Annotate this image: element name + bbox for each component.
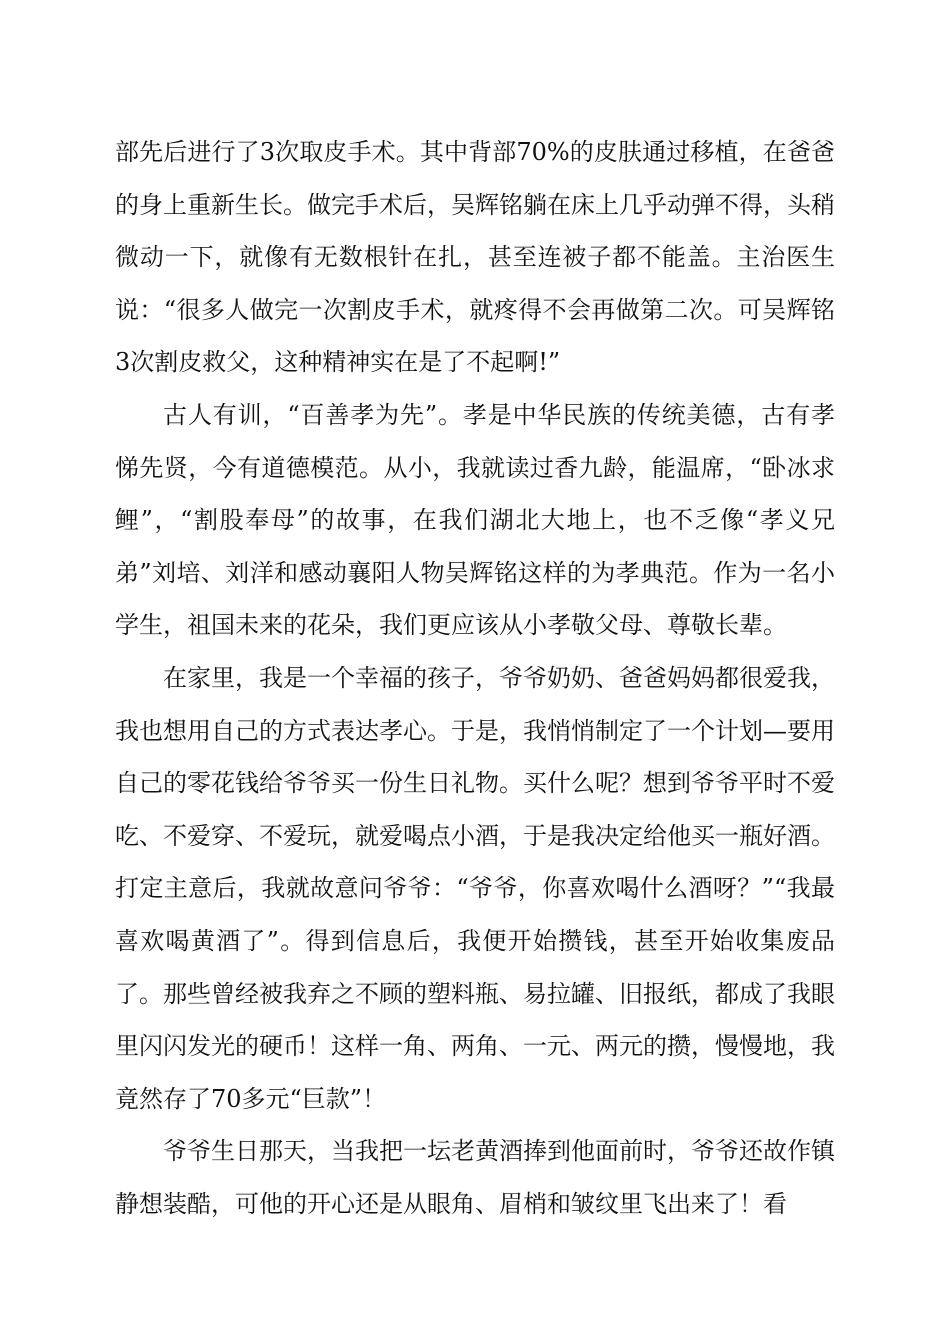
- paragraph-3: 在家里，我是一个幸福的孩子，爷爷奶奶、爸爸妈妈都很爱我，我也想用自己的方式表达孝心。于是，我悄悄制定了一个计划—要用自己的零花钱给爷爷买一份生日礼物。买什么呢？想到爷爷平时不爱吃、不爱穿、不爱玩，就爱喝点小酒，于是我决定给他买一瓶好酒。打定主意后，我就故意问爷爷：“爷爷，你喜欢喝什么酒呀？”“我最喜欢喝黄酒了”。得到信息后，我便开始攒钱，甚至开始收集废品了。那些曾经被我弃之不顾的塑料瓶、易拉罐、旧报纸，都成了我眼里闪闪发光的硬币！这样一角、两角、一元、两元的攒，慢慢地，我竟然存了70多元“巨款”！: [115, 663, 835, 1113]
- paragraph-4: 爷爷生日那天，当我把一坛老黄酒捧到他面前时，爷爷还故作镇静想装酷，可他的开心还是从眼角、眉梢和皱纹里飞出来了！看: [115, 1137, 835, 1218]
- document-body: [115, 126, 835, 1230]
- paragraph-1: 部先后进行了3次取皮手术。其中背部70%的皮肤通过移植，在爸爸的身上重新生长。做完手术后，吴辉铭躺在床上几乎动弹不得，头稍微动一下，就像有无数根针在扎，甚至连被子都不能盖。主治医生说：“很多人做完一次割皮手术，就疼得不会再做第二次。可吴辉铭3次割皮救父，这种精神实在是了不起啊!”: [115, 138, 835, 377]
- paragraph-2: 古人有训，“百善孝为先”。孝是中华民族的传统美德，古有孝悌先贤，今有道德模范。从小，我就读过香九龄，能温席，“卧冰求鲤”，“割股奉母”的故事，在我们湖北大地上，也不乏像“孝义兄弟”刘培、刘洋和感动襄阳人物吴辉铭这样的为孝典范。作为一名小学生，祖国未来的花朵，我们更应该从小孝敬父母、尊敬长辈。: [115, 400, 835, 640]
